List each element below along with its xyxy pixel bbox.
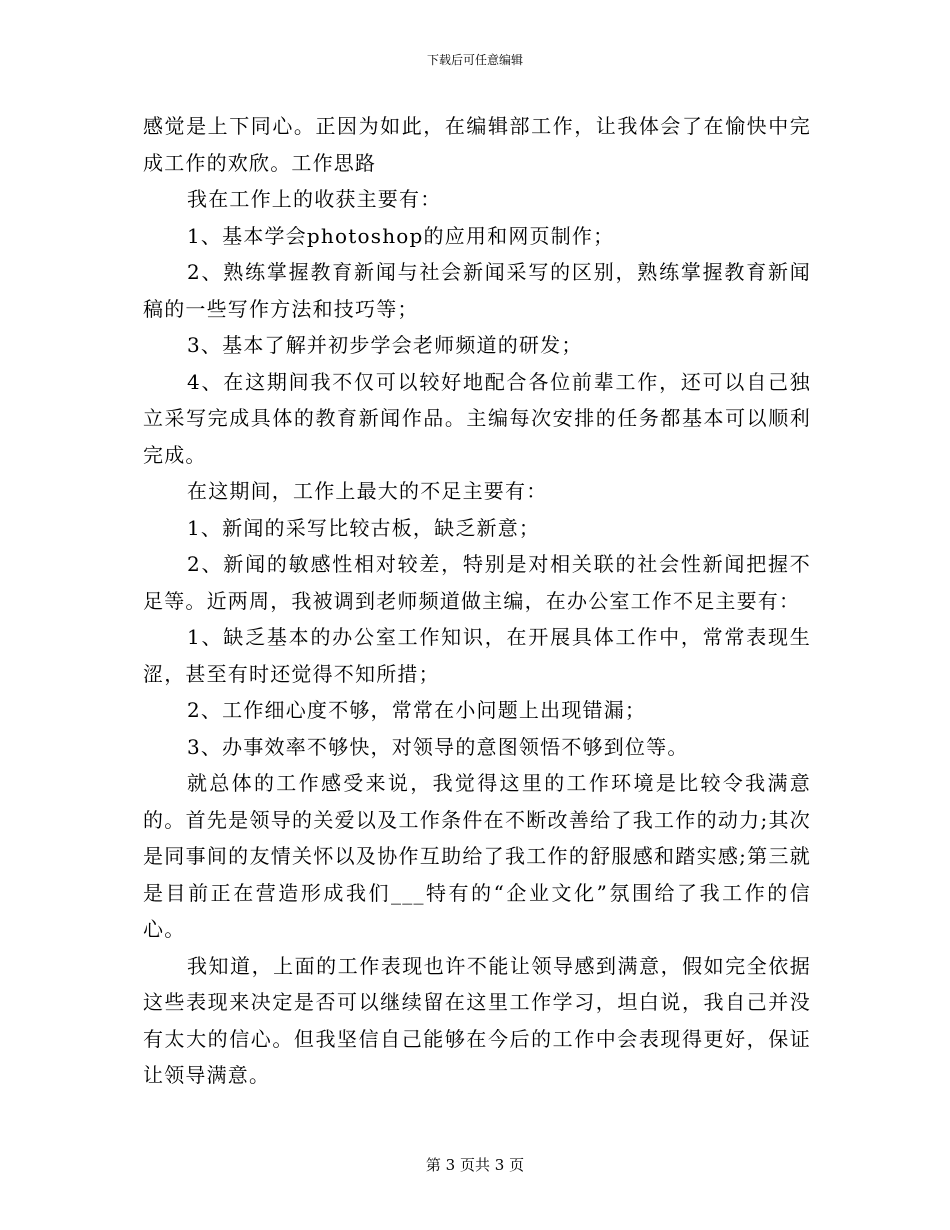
paragraph: 就总体的工作感受来说，我觉得这里的工作环境是比较令我满意的。首先是领导的关爱以及工作条件在不断改善给了我工作的动力;其次是同事间的友情关怀以及协作互助给了我工作的舒服感和踏实感;第三就是目前正在营造形成我们___特有的“企业文化”氛围给了我工作的信心。 xyxy=(143,771,811,941)
paragraph: 1、缺乏基本的办公室工作知识，在开展具体工作中，常常表现生涩，甚至有时还觉得不知所措； xyxy=(143,625,811,686)
paragraph: 在这期间，工作上最大的不足主要有： xyxy=(187,479,548,503)
paragraph: 1、基本学会photoshop的应用和网页制作； xyxy=(187,223,615,248)
page-header: 下载后可任意编辑 xyxy=(426,53,523,67)
paragraph: 我知道，上面的工作表现也许不能让领导感到满意，假如完全依据这些表现来决定是否可以继续留在这里工作学习，坦白说，我自己并没有太大的信心。但我坚信自己能够在今后的工作中会表现得更好，保证让领导满意。 xyxy=(143,953,811,1087)
paragraph: 3、基本了解并初步学会老师频道的研发； xyxy=(187,333,583,357)
page-footer: 第 3 页共 3 页 xyxy=(425,1156,525,1174)
paragraph: 感觉是上下同心。正因为如此，在编辑部工作，让我体会了在愉快中完成工作的欢欣。工作思路 xyxy=(143,114,811,175)
document-body xyxy=(143,108,811,1094)
paragraph: 4、在这期间我不仅可以较好地配合各位前辈工作，还可以自己独立采写完成具体的教育新闻作品。主编每次安排的任务都基本可以顺利完成。 xyxy=(143,369,811,467)
paragraph: 我在工作上的收获主要有： xyxy=(187,187,442,211)
paragraph: 2、工作细心度不够，常常在小问题上出现错漏； xyxy=(187,698,647,722)
paragraph: 2、熟练掌握教育新闻与社会新闻采写的区别，熟练掌握教育新闻稿的一些写作方法和技巧等； xyxy=(143,260,811,321)
paragraph: 2、新闻的敏感性相对较差，特别是对相关联的社会性新闻把握不足等。近两周，我被调到老师频道做主编，在办公室工作不足主要有： xyxy=(143,552,811,613)
paragraph: 1、新闻的采写比较古板，缺乏新意； xyxy=(187,515,541,540)
paragraph: 3、办事效率不够快，对领导的意图领悟不够到位等。 xyxy=(187,734,689,759)
